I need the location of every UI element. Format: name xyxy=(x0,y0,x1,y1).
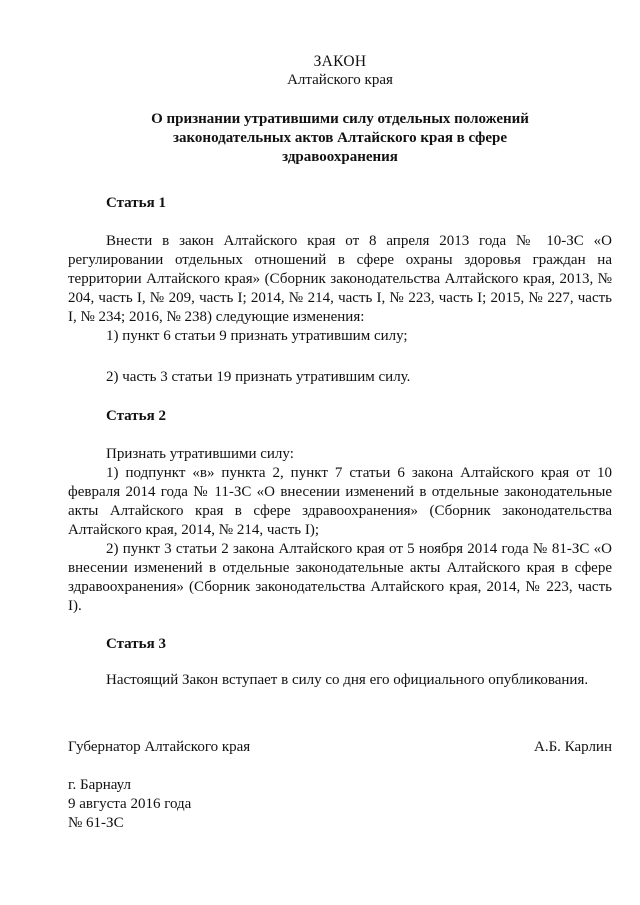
region-label: Алтайского края xyxy=(287,72,393,88)
signature-row xyxy=(68,738,612,757)
article-1-item-2: 2) часть 3 статьи 19 признать утратившим силу. xyxy=(106,369,411,385)
article-3-heading: Статья 3 xyxy=(106,636,166,652)
article-1-intro: Внести в закон Алтайского края от 8 апреля 2013 года № 10-ЗС «О регулировании отдельных отношений в сфере охраны здоровья граждан на территории Алтайского края» (Сборник законодательства Алтайского края, 2013, № 204, часть I, № 209, часть I; 2014, № 214, часть I, № 223, часть I; 2015, № 227, часть I, № 234; 2016, № 238) следующие изменения: xyxy=(68,233,612,325)
signatory-position: Губернатор Алтайского края xyxy=(68,739,251,755)
place-date-block xyxy=(68,776,612,833)
article-2-intro: Признать утратившими силу: xyxy=(106,446,294,462)
place-city: г. Барнаул xyxy=(68,777,131,793)
article-2-item-2: 2) пункт 3 статьи 2 закона Алтайского края от 5 ноября 2014 года № 81-ЗС «О внесении изменений в отдельные законодательные акты Алтайского края в сфере здравоохранения» (Сборник законодательства Алтайского края, 2014, № 223, часть I). xyxy=(68,541,612,614)
law-date: 9 августа 2016 года xyxy=(68,796,192,812)
article-2-heading: Статья 2 xyxy=(106,408,166,424)
law-number: № 61-ЗС xyxy=(68,815,124,831)
law-label: ЗАКОН xyxy=(313,53,367,70)
law-title xyxy=(68,110,612,167)
document-page xyxy=(68,52,612,833)
signatory-name: А.Б. Карлин xyxy=(533,739,612,755)
article-2-item-1: 1) подпункт «в» пункта 2, пункт 7 статьи 6 закона Алтайского края от 10 февраля 2014 года № 11-ЗС «О внесении изменений в отдельные законодательные акты Алтайского края в сфере здравоохранения» (Сборник законодательства Алтайского края, 2014, № 214, часть I); xyxy=(68,465,612,538)
law-title-text: О признании утратившими силу отдельных положений законодательных актов Алтайского края в сфере здравоохранения xyxy=(151,111,529,165)
article-1-heading: Статья 1 xyxy=(106,195,166,211)
article-3-text: Настоящий Закон вступает в силу со дня его официального опубликования. xyxy=(106,672,589,688)
article-1-item-1: 1) пункт 6 статьи 9 признать утратившим силу; xyxy=(106,328,408,344)
